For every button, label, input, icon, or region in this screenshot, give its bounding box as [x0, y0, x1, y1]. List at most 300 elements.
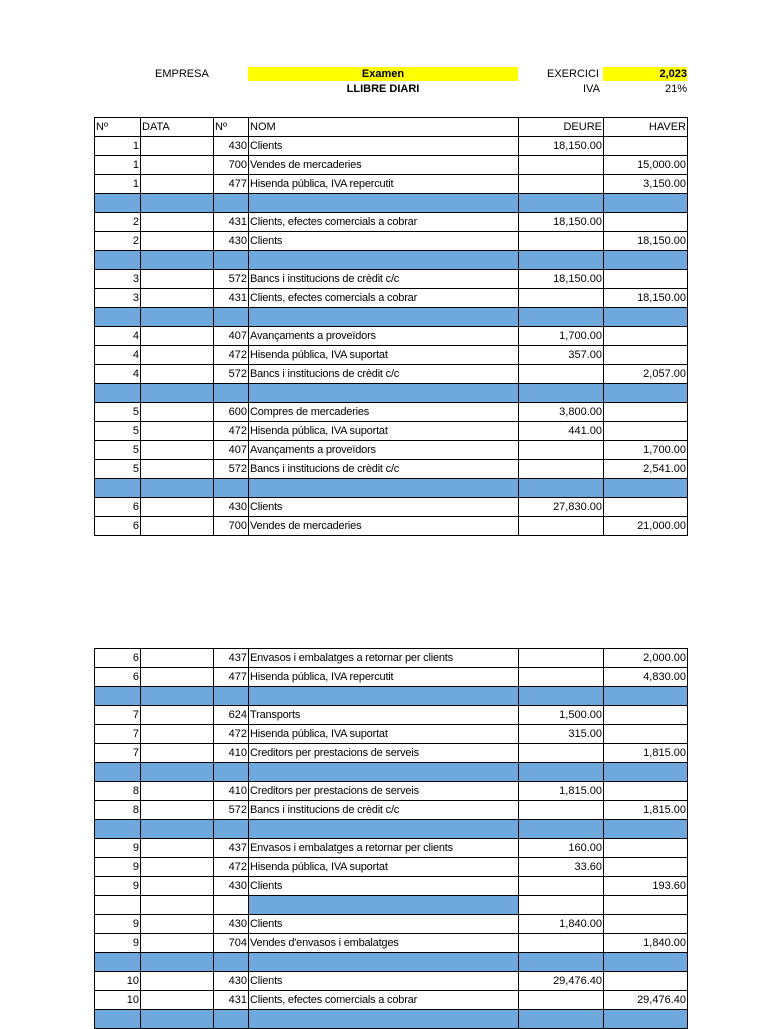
credit-cell[interactable]: 1,815.00: [604, 801, 688, 820]
debit-cell[interactable]: [519, 232, 604, 251]
account-number-cell[interactable]: 431: [214, 289, 249, 308]
account-name-cell[interactable]: Compres de mercaderies: [249, 403, 519, 422]
journal-entry-row: [95, 460, 688, 479]
separator-row: [95, 820, 688, 839]
empty-cell[interactable]: [604, 1010, 688, 1029]
credit-cell[interactable]: 2,541.00: [604, 460, 688, 479]
debit-cell[interactable]: 160.00: [519, 839, 604, 858]
empty-cell[interactable]: [141, 479, 214, 498]
date-cell[interactable]: [141, 934, 214, 953]
empty-cell[interactable]: [604, 479, 688, 498]
date-cell[interactable]: [141, 270, 214, 289]
separator-row: [95, 479, 688, 498]
empty-cell[interactable]: [519, 896, 604, 915]
journal-entry-row: [95, 839, 688, 858]
empty-cell[interactable]: [214, 896, 249, 915]
account-number-cell[interactable]: 704: [214, 934, 249, 953]
account-number-cell[interactable]: 431: [214, 991, 249, 1010]
empty-cell[interactable]: [95, 308, 141, 327]
credit-cell[interactable]: 1,700.00: [604, 441, 688, 460]
empty-cell[interactable]: [519, 820, 604, 839]
entry-number-cell[interactable]: 6: [95, 668, 141, 687]
account-name-cell[interactable]: Hisenda pública, IVA repercutit: [249, 668, 519, 687]
credit-cell[interactable]: 15,000.00: [604, 156, 688, 175]
account-name-cell[interactable]: Creditors per prestacions de serveis: [249, 782, 519, 801]
empty-cell[interactable]: [95, 479, 141, 498]
account-number-cell[interactable]: 600: [214, 403, 249, 422]
separator-row: [95, 687, 688, 706]
credit-cell[interactable]: 2,000.00: [604, 649, 688, 668]
empty-cell[interactable]: [604, 820, 688, 839]
debit-cell[interactable]: 1,700.00: [519, 327, 604, 346]
empty-cell[interactable]: [214, 687, 249, 706]
entry-number-cell[interactable]: 7: [95, 725, 141, 744]
date-cell[interactable]: [141, 156, 214, 175]
account-number-cell[interactable]: 700: [214, 517, 249, 536]
debit-cell[interactable]: [519, 441, 604, 460]
credit-cell[interactable]: 29,476.40: [604, 991, 688, 1010]
credit-cell[interactable]: [604, 706, 688, 725]
empty-cell[interactable]: [249, 194, 519, 213]
account-number-cell[interactable]: 472: [214, 725, 249, 744]
empty-cell[interactable]: [141, 896, 214, 915]
account-number-cell[interactable]: 572: [214, 460, 249, 479]
journal-entry-row: [95, 991, 688, 1010]
account-name-cell[interactable]: Avançaments a proveïdors: [249, 327, 519, 346]
empty-cell[interactable]: [95, 194, 141, 213]
date-cell[interactable]: [141, 460, 214, 479]
journal-entry-row: [95, 498, 688, 517]
debit-cell[interactable]: [519, 991, 604, 1010]
exercici-label: EXERCICI: [547, 68, 599, 80]
credit-cell[interactable]: 21,000.00: [604, 517, 688, 536]
empty-cell[interactable]: [604, 896, 688, 915]
account-name-cell[interactable]: Clients: [249, 915, 519, 934]
separator-row: [95, 953, 688, 972]
credit-cell[interactable]: [604, 422, 688, 441]
entry-number-cell[interactable]: 2: [95, 232, 141, 251]
date-cell[interactable]: [141, 782, 214, 801]
entry-number-cell[interactable]: 9: [95, 839, 141, 858]
journal-table-2: [94, 648, 688, 1029]
date-cell[interactable]: [141, 498, 214, 517]
empty-cell[interactable]: [519, 479, 604, 498]
entry-number-cell[interactable]: 7: [95, 706, 141, 725]
separator-row: [95, 251, 688, 270]
credit-cell[interactable]: 18,150.00: [604, 289, 688, 308]
account-name-cell[interactable]: Hisenda pública, IVA suportat: [249, 858, 519, 877]
account-name-cell[interactable]: Vendes d'envasos i embalatges: [249, 934, 519, 953]
col-header-date: DATA: [141, 118, 214, 137]
empty-cell[interactable]: [519, 1010, 604, 1029]
journal-entry-row: [95, 156, 688, 175]
date-cell[interactable]: [141, 725, 214, 744]
journal-entry-row: [95, 403, 688, 422]
empty-cell[interactable]: [519, 953, 604, 972]
account-name-cell[interactable]: Hisenda pública, IVA suportat: [249, 725, 519, 744]
date-cell[interactable]: [141, 915, 214, 934]
empty-cell[interactable]: [141, 251, 214, 270]
entry-number-cell[interactable]: 4: [95, 327, 141, 346]
empty-cell[interactable]: [249, 1010, 519, 1029]
journal-entry-row: [95, 782, 688, 801]
debit-cell[interactable]: [519, 517, 604, 536]
entry-number-cell[interactable]: 2: [95, 213, 141, 232]
credit-cell[interactable]: [604, 915, 688, 934]
debit-cell[interactable]: 357.00: [519, 346, 604, 365]
debit-cell[interactable]: 18,150.00: [519, 137, 604, 156]
entry-number-cell[interactable]: 5: [95, 403, 141, 422]
empty-cell[interactable]: [604, 384, 688, 403]
debit-cell[interactable]: 1,500.00: [519, 706, 604, 725]
date-cell[interactable]: [141, 744, 214, 763]
date-cell[interactable]: [141, 327, 214, 346]
entry-number-cell[interactable]: 4: [95, 346, 141, 365]
journal-entry-row: [95, 517, 688, 536]
empty-cell[interactable]: [249, 479, 519, 498]
credit-cell[interactable]: 2,057.00: [604, 365, 688, 384]
separator-row: [95, 308, 688, 327]
separator-row: [95, 1010, 688, 1029]
date-cell[interactable]: [141, 232, 214, 251]
empty-cell[interactable]: [141, 820, 214, 839]
debit-cell[interactable]: 1,840.00: [519, 915, 604, 934]
entry-number-cell[interactable]: 10: [95, 991, 141, 1010]
empty-cell[interactable]: [95, 384, 141, 403]
date-cell[interactable]: [141, 991, 214, 1010]
credit-cell[interactable]: 3,150.00: [604, 175, 688, 194]
account-name-cell[interactable]: Creditors per prestacions de serveis: [249, 744, 519, 763]
account-name-cell[interactable]: Hisenda pública, IVA repercutit: [249, 175, 519, 194]
empty-cell[interactable]: [95, 763, 141, 782]
empty-cell[interactable]: [249, 820, 519, 839]
journal-entry-row: [95, 801, 688, 820]
account-number-cell[interactable]: 624: [214, 706, 249, 725]
debit-cell[interactable]: 1,815.00: [519, 782, 604, 801]
account-name-cell[interactable]: Transports: [249, 706, 519, 725]
credit-cell[interactable]: [604, 782, 688, 801]
account-name-cell[interactable]: Clients: [249, 137, 519, 156]
account-name-cell[interactable]: Bancs i institucions de crèdit c/c: [249, 365, 519, 384]
debit-cell[interactable]: 33.60: [519, 858, 604, 877]
empty-cell[interactable]: [141, 384, 214, 403]
entry-number-cell[interactable]: 3: [95, 270, 141, 289]
account-number-cell[interactable]: 572: [214, 365, 249, 384]
debit-cell[interactable]: [519, 156, 604, 175]
date-cell[interactable]: [141, 403, 214, 422]
empty-cell[interactable]: [95, 820, 141, 839]
credit-cell[interactable]: [604, 346, 688, 365]
col-header-debit: DEURE: [519, 118, 604, 137]
iva-value[interactable]: 21%: [664, 83, 687, 95]
empty-cell[interactable]: [519, 194, 604, 213]
account-number-cell[interactable]: 410: [214, 744, 249, 763]
credit-cell[interactable]: [604, 858, 688, 877]
empty-cell[interactable]: [214, 1010, 249, 1029]
empty-cell[interactable]: [249, 953, 519, 972]
debit-cell[interactable]: [519, 365, 604, 384]
account-name-cell[interactable]: Envasos i embalatges a retornar per clients: [249, 649, 519, 668]
credit-cell[interactable]: 18,150.00: [604, 232, 688, 251]
column-header-row: [95, 118, 688, 137]
journal-entry-row: [95, 744, 688, 763]
debit-cell[interactable]: 29,476.40: [519, 972, 604, 991]
empty-cell[interactable]: [214, 479, 249, 498]
date-cell[interactable]: [141, 517, 214, 536]
account-number-cell[interactable]: 572: [214, 270, 249, 289]
empty-cell[interactable]: [604, 687, 688, 706]
entry-number-cell[interactable]: 1: [95, 156, 141, 175]
journal-entry-row: [95, 137, 688, 156]
account-number-cell[interactable]: 410: [214, 782, 249, 801]
empty-cell[interactable]: [249, 384, 519, 403]
entry-number-cell[interactable]: 6: [95, 649, 141, 668]
empty-cell[interactable]: [141, 687, 214, 706]
debit-cell[interactable]: 27,830.00: [519, 498, 604, 517]
credit-cell[interactable]: 193.60: [604, 877, 688, 896]
debit-cell[interactable]: 18,150.00: [519, 213, 604, 232]
journal-entry-row: [95, 289, 688, 308]
date-cell[interactable]: [141, 422, 214, 441]
journal-entry-row: [95, 441, 688, 460]
entry-number-cell[interactable]: 6: [95, 517, 141, 536]
debit-cell[interactable]: 18,150.00: [519, 270, 604, 289]
account-number-cell[interactable]: 477: [214, 668, 249, 687]
entry-number-cell[interactable]: 8: [95, 801, 141, 820]
account-number-cell[interactable]: 430: [214, 877, 249, 896]
credit-cell[interactable]: [604, 725, 688, 744]
entry-number-cell[interactable]: 3: [95, 289, 141, 308]
account-name-cell[interactable]: Bancs i institucions de crèdit c/c: [249, 801, 519, 820]
credit-cell[interactable]: 1,815.00: [604, 744, 688, 763]
account-name-cell[interactable]: Clients: [249, 232, 519, 251]
entry-number-cell[interactable]: 6: [95, 498, 141, 517]
debit-cell[interactable]: 3,800.00: [519, 403, 604, 422]
account-number-cell[interactable]: 430: [214, 498, 249, 517]
date-cell[interactable]: [141, 346, 214, 365]
debit-cell[interactable]: [519, 668, 604, 687]
credit-cell[interactable]: 4,830.00: [604, 668, 688, 687]
debit-cell[interactable]: [519, 460, 604, 479]
debit-cell[interactable]: [519, 801, 604, 820]
account-number-cell[interactable]: 430: [214, 972, 249, 991]
entry-number-cell[interactable]: 9: [95, 858, 141, 877]
empty-cell[interactable]: [214, 820, 249, 839]
account-name-cell[interactable]: Hisenda pública, IVA suportat: [249, 422, 519, 441]
empty-cell[interactable]: [141, 1010, 214, 1029]
empty-cell[interactable]: [519, 308, 604, 327]
journal-entry-row: [95, 346, 688, 365]
empty-cell[interactable]: [141, 194, 214, 213]
account-number-cell[interactable]: 407: [214, 441, 249, 460]
entry-number-cell[interactable]: 9: [95, 934, 141, 953]
empty-cell[interactable]: [249, 763, 519, 782]
entry-number-cell[interactable]: 1: [95, 175, 141, 194]
empresa-value[interactable]: Examen: [248, 67, 518, 81]
empty-cell[interactable]: [95, 687, 141, 706]
account-number-cell[interactable]: 430: [214, 232, 249, 251]
journal-entry-row: [95, 649, 688, 668]
empty-cell[interactable]: [249, 308, 519, 327]
credit-cell[interactable]: [604, 403, 688, 422]
empty-cell[interactable]: [95, 953, 141, 972]
date-cell[interactable]: [141, 972, 214, 991]
account-name-cell[interactable]: Bancs i institucions de crèdit c/c: [249, 270, 519, 289]
debit-cell[interactable]: [519, 934, 604, 953]
account-number-cell[interactable]: 430: [214, 915, 249, 934]
empty-cell[interactable]: [604, 251, 688, 270]
account-name-cell[interactable]: Clients: [249, 877, 519, 896]
journal-entry-row: [95, 422, 688, 441]
date-cell[interactable]: [141, 839, 214, 858]
empty-cell[interactable]: [214, 763, 249, 782]
debit-cell[interactable]: [519, 649, 604, 668]
date-cell[interactable]: [141, 858, 214, 877]
col-header-credit: HAVER: [604, 118, 688, 137]
empty-cell[interactable]: [604, 308, 688, 327]
journal-entry-row: [95, 706, 688, 725]
account-number-cell[interactable]: 407: [214, 327, 249, 346]
account-number-cell[interactable]: 437: [214, 649, 249, 668]
account-number-cell[interactable]: 477: [214, 175, 249, 194]
account-number-cell[interactable]: 430: [214, 137, 249, 156]
account-name-cell[interactable]: Vendes de mercaderies: [249, 517, 519, 536]
credit-cell[interactable]: [604, 498, 688, 517]
debit-cell[interactable]: [519, 289, 604, 308]
account-number-cell[interactable]: 472: [214, 422, 249, 441]
journal-entry-row: [95, 972, 688, 991]
empty-cell[interactable]: [604, 763, 688, 782]
empty-cell[interactable]: [214, 251, 249, 270]
empty-cell[interactable]: [214, 308, 249, 327]
account-name-cell[interactable]: Avançaments a proveïdors: [249, 441, 519, 460]
account-name-cell[interactable]: Clients, efectes comercials a cobrar: [249, 213, 519, 232]
separator-row: [95, 763, 688, 782]
journal-entry-row: [95, 175, 688, 194]
date-cell[interactable]: [141, 213, 214, 232]
credit-cell[interactable]: [604, 839, 688, 858]
account-number-cell[interactable]: 472: [214, 858, 249, 877]
account-name-cell[interactable]: Clients, efectes comercials a cobrar: [249, 991, 519, 1010]
account-name-cell[interactable]: Hisenda pública, IVA suportat: [249, 346, 519, 365]
debit-cell[interactable]: [519, 877, 604, 896]
empty-cell[interactable]: [141, 763, 214, 782]
account-name-cell[interactable]: Clients, efectes comercials a cobrar: [249, 289, 519, 308]
credit-cell[interactable]: [604, 972, 688, 991]
account-name-cell[interactable]: Bancs i institucions de crèdit c/c: [249, 460, 519, 479]
empty-cell[interactable]: [214, 953, 249, 972]
entry-number-cell[interactable]: 5: [95, 460, 141, 479]
date-cell[interactable]: [141, 668, 214, 687]
empresa-label: EMPRESA: [155, 68, 209, 80]
journal-entry-row: [95, 877, 688, 896]
account-name-cell[interactable]: Vendes de mercaderies: [249, 156, 519, 175]
account-number-cell[interactable]: 472: [214, 346, 249, 365]
empty-cell[interactable]: [604, 953, 688, 972]
debit-cell[interactable]: 441.00: [519, 422, 604, 441]
entry-number-cell[interactable]: 5: [95, 422, 141, 441]
account-number-cell[interactable]: 431: [214, 213, 249, 232]
separator-row: [95, 384, 688, 403]
blank-row: [95, 896, 688, 915]
exercici-value[interactable]: 2,023: [603, 67, 687, 81]
date-cell[interactable]: [141, 137, 214, 156]
empty-cell[interactable]: [95, 251, 141, 270]
journal-table-1: [94, 117, 688, 536]
date-cell[interactable]: [141, 801, 214, 820]
entry-number-cell[interactable]: 4: [95, 365, 141, 384]
date-cell[interactable]: [141, 441, 214, 460]
credit-cell[interactable]: 1,840.00: [604, 934, 688, 953]
debit-cell[interactable]: 315.00: [519, 725, 604, 744]
date-cell[interactable]: [141, 365, 214, 384]
col-header-entry-no: Nº: [95, 118, 141, 137]
journal-entry-row: [95, 270, 688, 289]
empty-cell[interactable]: [249, 896, 519, 915]
empty-cell[interactable]: [141, 953, 214, 972]
account-name-cell[interactable]: Clients: [249, 972, 519, 991]
account-number-cell[interactable]: 572: [214, 801, 249, 820]
date-cell[interactable]: [141, 289, 214, 308]
account-number-cell[interactable]: 437: [214, 839, 249, 858]
credit-cell[interactable]: [604, 270, 688, 289]
date-cell[interactable]: [141, 175, 214, 194]
empty-cell[interactable]: [95, 896, 141, 915]
date-cell[interactable]: [141, 877, 214, 896]
empty-cell[interactable]: [141, 308, 214, 327]
date-cell[interactable]: [141, 706, 214, 725]
entry-number-cell[interactable]: 5: [95, 441, 141, 460]
separator-row: [95, 194, 688, 213]
date-cell[interactable]: [141, 649, 214, 668]
entry-number-cell[interactable]: 7: [95, 744, 141, 763]
entry-number-cell[interactable]: 1: [95, 137, 141, 156]
account-number-cell[interactable]: 700: [214, 156, 249, 175]
credit-cell[interactable]: [604, 137, 688, 156]
empty-cell[interactable]: [519, 251, 604, 270]
journal-entry-row: [95, 915, 688, 934]
col-header-name: NOM: [249, 118, 519, 137]
empty-cell[interactable]: [604, 194, 688, 213]
credit-cell[interactable]: [604, 213, 688, 232]
journal-entry-row: [95, 327, 688, 346]
entry-number-cell[interactable]: 9: [95, 877, 141, 896]
journal-entry-row: [95, 858, 688, 877]
entry-number-cell[interactable]: 8: [95, 782, 141, 801]
journal-entry-row: [95, 725, 688, 744]
empty-cell[interactable]: [519, 687, 604, 706]
account-name-cell[interactable]: Clients: [249, 498, 519, 517]
journal-entry-row: [95, 232, 688, 251]
empty-cell[interactable]: [214, 384, 249, 403]
credit-cell[interactable]: [604, 327, 688, 346]
col-header-account-no: Nº: [214, 118, 249, 137]
debit-cell[interactable]: [519, 175, 604, 194]
empty-cell[interactable]: [249, 251, 519, 270]
account-name-cell[interactable]: Envasos i embalatges a retornar per clients: [249, 839, 519, 858]
journal-entry-row: [95, 365, 688, 384]
page-title: LLIBRE DIARI: [346, 83, 420, 95]
empty-cell[interactable]: [95, 1010, 141, 1029]
entry-number-cell[interactable]: 10: [95, 972, 141, 991]
journal-entry-row: [95, 668, 688, 687]
debit-cell[interactable]: [519, 744, 604, 763]
empty-cell[interactable]: [519, 384, 604, 403]
empty-cell[interactable]: [214, 194, 249, 213]
empty-cell[interactable]: [249, 687, 519, 706]
empty-cell[interactable]: [519, 763, 604, 782]
entry-number-cell[interactable]: 9: [95, 915, 141, 934]
